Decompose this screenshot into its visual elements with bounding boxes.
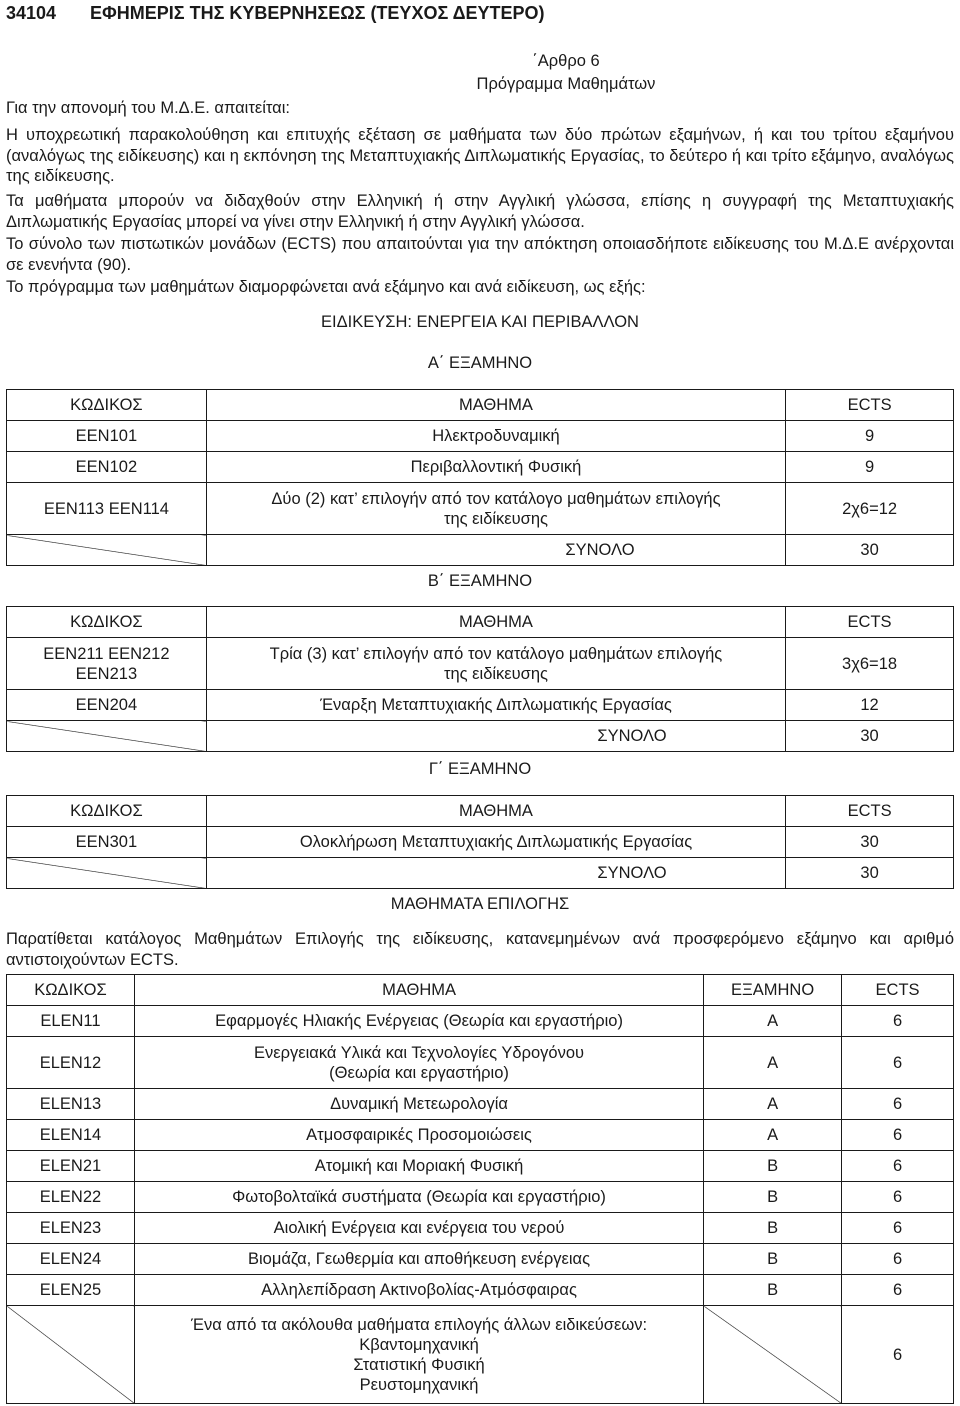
course-ects: 9 [786,421,954,452]
total-label: ΣΥΝΟΛΟ [206,535,785,566]
article-title: Πρόγραμμα Μαθημάτων [476,75,656,93]
col-course: ΜΑΘΗΜΑ [206,607,785,638]
course-title-line: Δύο (2) κατ’ επιλογήν από τον κατάλογο μαθημάτων επιλογής [271,489,721,508]
course-code: EEN102 [7,452,207,483]
intro-paragraph-1: Για την απονομή του Μ.Δ.Ε. απαιτείται: [6,99,290,117]
course-code: ELEN24 [7,1244,135,1275]
article-number: ΄Αρθρο 6 [532,52,600,70]
course-semester: Β [704,1182,842,1213]
empty-cell [7,1306,135,1404]
course-code: ELEN14 [7,1120,135,1151]
table-row [7,827,954,858]
table-row [7,421,954,452]
col-ects: ECTS [842,975,954,1006]
course-title-line: Στατιστική Φυσική [353,1355,485,1374]
course-title: Έναρξη Μεταπτυχιακής Διπλωματικής Εργασίας [206,690,785,721]
course-title: Φωτοβολταϊκά συστήματα (Θεωρία και εργαστήριο) [134,1182,703,1213]
course-ects: 12 [786,690,954,721]
course-code [7,638,207,690]
table-row [7,1006,954,1037]
col-code: ΚΩΔΙΚΟΣ [7,390,207,421]
table-row [7,1182,954,1213]
total-value: 30 [786,535,954,566]
course-code: ELEN25 [7,1275,135,1306]
col-code: ΚΩΔΙΚΟΣ [7,975,135,1006]
gazette-title: ΕΦΗΜΕΡΙΣ ΤΗΣ ΚΥΒΕΡΝΗΣΕΩΣ (ΤΕΥΧΟΣ ΔΕΥΤΕΡΟ) [90,3,545,23]
table-row [7,1306,954,1404]
electives-intro: Παρατίθεται κατάλογος Μαθημάτων Επιλογής της ειδίκευσης, κατανεμημένων ανά προσφερόμενο εξάμηνο και αριθμό αντιστοιχούντων ECTS. [6,930,954,969]
specialization-title: ΕΙΔΙΚΕΥΣΗ: ΕΝΕΡΓΕΙΑ ΚΑΙ ΠΕΡΙΒΑΛΛΟΝ [321,313,639,331]
total-value: 30 [786,858,954,889]
course-code: EEN113 EEN114 [7,483,207,535]
semester-a-title: Α΄ ΕΞΑΜΗΝΟ [427,354,533,372]
table-row [7,690,954,721]
course-title: Εφαρμογές Ηλιακής Ενέργειας (Θεωρία και εργαστήριο) [134,1006,703,1037]
electives-table [6,974,954,1404]
course-semester: Β [704,1213,842,1244]
course-title-line: Ρευστομηχανική [359,1375,479,1394]
table-header-row [7,607,954,638]
course-code-line: EEN213 [75,664,138,683]
table-row [7,1213,954,1244]
semester-b-table [6,606,954,752]
course-title [206,483,785,535]
course-semester: Α [704,1006,842,1037]
course-title-line: της ειδίκευσης [443,509,548,528]
empty-cell [7,535,207,566]
course-ects: 6 [842,1275,954,1306]
semester-c-title: Γ΄ ΕΞΑΜΗΝΟ [428,760,532,778]
course-ects: 6 [842,1120,954,1151]
course-title-line: της ειδίκευσης [443,664,548,683]
empty-cell [7,721,207,752]
total-label: ΣΥΝΟΛΟ [206,721,785,752]
col-ects: ECTS [786,607,954,638]
course-title: Βιομάζα, Γεωθερμία και αποθήκευση ενέργειας [134,1244,703,1275]
course-title: Ατομική και Μοριακή Φυσική [134,1151,703,1182]
course-code: ELEN13 [7,1089,135,1120]
col-semester: ΕΞΑΜΗΝΟ [704,975,842,1006]
course-ects: 2χ6=12 [786,483,954,535]
intro-paragraph-4: Το σύνολο των πιστωτικών μονάδων (ECTS) που απαιτούνται για την απόκτηση οποιασδήποτε ειδίκευσης του Μ.Δ.Ε ανέρχονται σε ενενήντα (90). [6,235,954,274]
table-header-row [7,390,954,421]
course-title [134,1037,703,1089]
table-row [7,483,954,535]
course-title: Ηλεκτροδυναμική [206,421,785,452]
course-ects: 6 [842,1089,954,1120]
col-code: ΚΩΔΙΚΟΣ [7,607,207,638]
table-header-row [7,975,954,1006]
intro-paragraph-3: Τα μαθήματα μπορούν να διδαχθούν στην Ελληνική ή στην Αγγλική γλώσσα, επίσης η συγγραφή της Μεταπτυχιακής Διπλωματικής Εργασίας μπορεί να γίνει στην Ελληνική ή στην Αγγλική γλώσσα. [6,192,954,231]
course-ects: 6 [842,1306,954,1404]
empty-cell [704,1306,842,1404]
table-row [7,452,954,483]
electives-title: ΜΑΘΗΜΑΤΑ ΕΠΙΛΟΓΗΣ [390,895,570,913]
intro-paragraph-5: Το πρόγραμμα των μαθημάτων διαμορφώνεται ανά εξάμηνο και ανά ειδίκευση, ως εξής: [6,278,646,296]
course-title: Ατμοσφαιρικές Προσομοιώσεις [134,1120,703,1151]
course-code: ELEN22 [7,1182,135,1213]
course-ects: 6 [842,1213,954,1244]
course-title: Δυναμική Μετεωρολογία [134,1089,703,1120]
course-title-line: Τρία (3) κατ’ επιλογήν από τον κατάλογο μαθημάτων επιλογής [269,644,723,663]
course-title-line: Ενεργειακά Υλικά και Τεχνολογίες Υδρογόνου [254,1043,585,1062]
course-code: EEN204 [7,690,207,721]
course-code: ELEN21 [7,1151,135,1182]
table-row [7,1037,954,1089]
course-code: EEN301 [7,827,207,858]
total-row [7,858,954,889]
total-value: 30 [786,721,954,752]
course-semester: Β [704,1244,842,1275]
course-ects: 6 [842,1244,954,1275]
course-ects: 6 [842,1182,954,1213]
empty-cell [7,858,207,889]
course-semester: Α [704,1089,842,1120]
col-ects: ECTS [786,796,954,827]
page-number: 34104 [6,3,57,23]
col-code: ΚΩΔΙΚΟΣ [7,796,207,827]
course-title-line: Κβαντομηχανική [359,1335,479,1354]
course-ects: 6 [842,1037,954,1089]
semester-c-table [6,795,954,889]
course-code: ELEN23 [7,1213,135,1244]
col-course: ΜΑΘΗΜΑ [134,975,703,1006]
table-row [7,1275,954,1306]
course-semester: Α [704,1120,842,1151]
col-course: ΜΑΘΗΜΑ [206,796,785,827]
table-row [7,1120,954,1151]
course-semester: Β [704,1275,842,1306]
course-title-line: (Θεωρία και εργαστήριο) [329,1063,509,1082]
col-course: ΜΑΘΗΜΑ [206,390,785,421]
course-semester: Β [704,1151,842,1182]
course-code: ELEN12 [7,1037,135,1089]
course-semester: Α [704,1037,842,1089]
table-row [7,1151,954,1182]
course-title [134,1306,703,1404]
course-code: EEN101 [7,421,207,452]
semester-a-table [6,389,954,566]
table-row [7,638,954,690]
course-title: Περιβαλλοντική Φυσική [206,452,785,483]
semester-b-title: Β΄ ΕΞΑΜΗΝΟ [427,572,533,590]
course-ects: 6 [842,1151,954,1182]
course-ects: 30 [786,827,954,858]
course-ects: 6 [842,1006,954,1037]
total-label: ΣΥΝΟΛΟ [206,858,785,889]
course-ects: 9 [786,452,954,483]
page-header [6,3,954,27]
total-row [7,535,954,566]
course-title [206,638,785,690]
course-ects: 3χ6=18 [786,638,954,690]
table-row [7,1244,954,1275]
table-row [7,1089,954,1120]
course-title: Αιολική Ενέργεια και ενέργεια του νερού [134,1213,703,1244]
course-code-line: EEN211 EEN212 [43,644,170,663]
total-row [7,721,954,752]
table-header-row [7,796,954,827]
col-ects: ECTS [786,390,954,421]
course-title-line: Ένα από τα ακόλουθα μαθήματα επιλογής άλλων ειδικεύσεων: [191,1315,648,1334]
course-title: Αλληλεπίδραση Ακτινοβολίας-Ατμόσφαιρας [134,1275,703,1306]
course-code: ELEN11 [7,1006,135,1037]
intro-paragraph-2: Η υποχρεωτική παρακολούθηση και επιτυχής εξέταση σε μαθήματα των δύο πρώτων εξαμήνων, ή και του τρίτου εξαμήνου (αναλόγως της ειδίκευσης) και η εκπόνηση της Μεταπτυχιακής Διπλωματικής Εργασίας, το δεύτερο ή και τρίτο εξάμηνο, αναλόγως της ειδίκευσης. [6,126,954,185]
course-title: Ολοκλήρωση Μεταπτυχιακής Διπλωματικής Εργασίας [206,827,785,858]
